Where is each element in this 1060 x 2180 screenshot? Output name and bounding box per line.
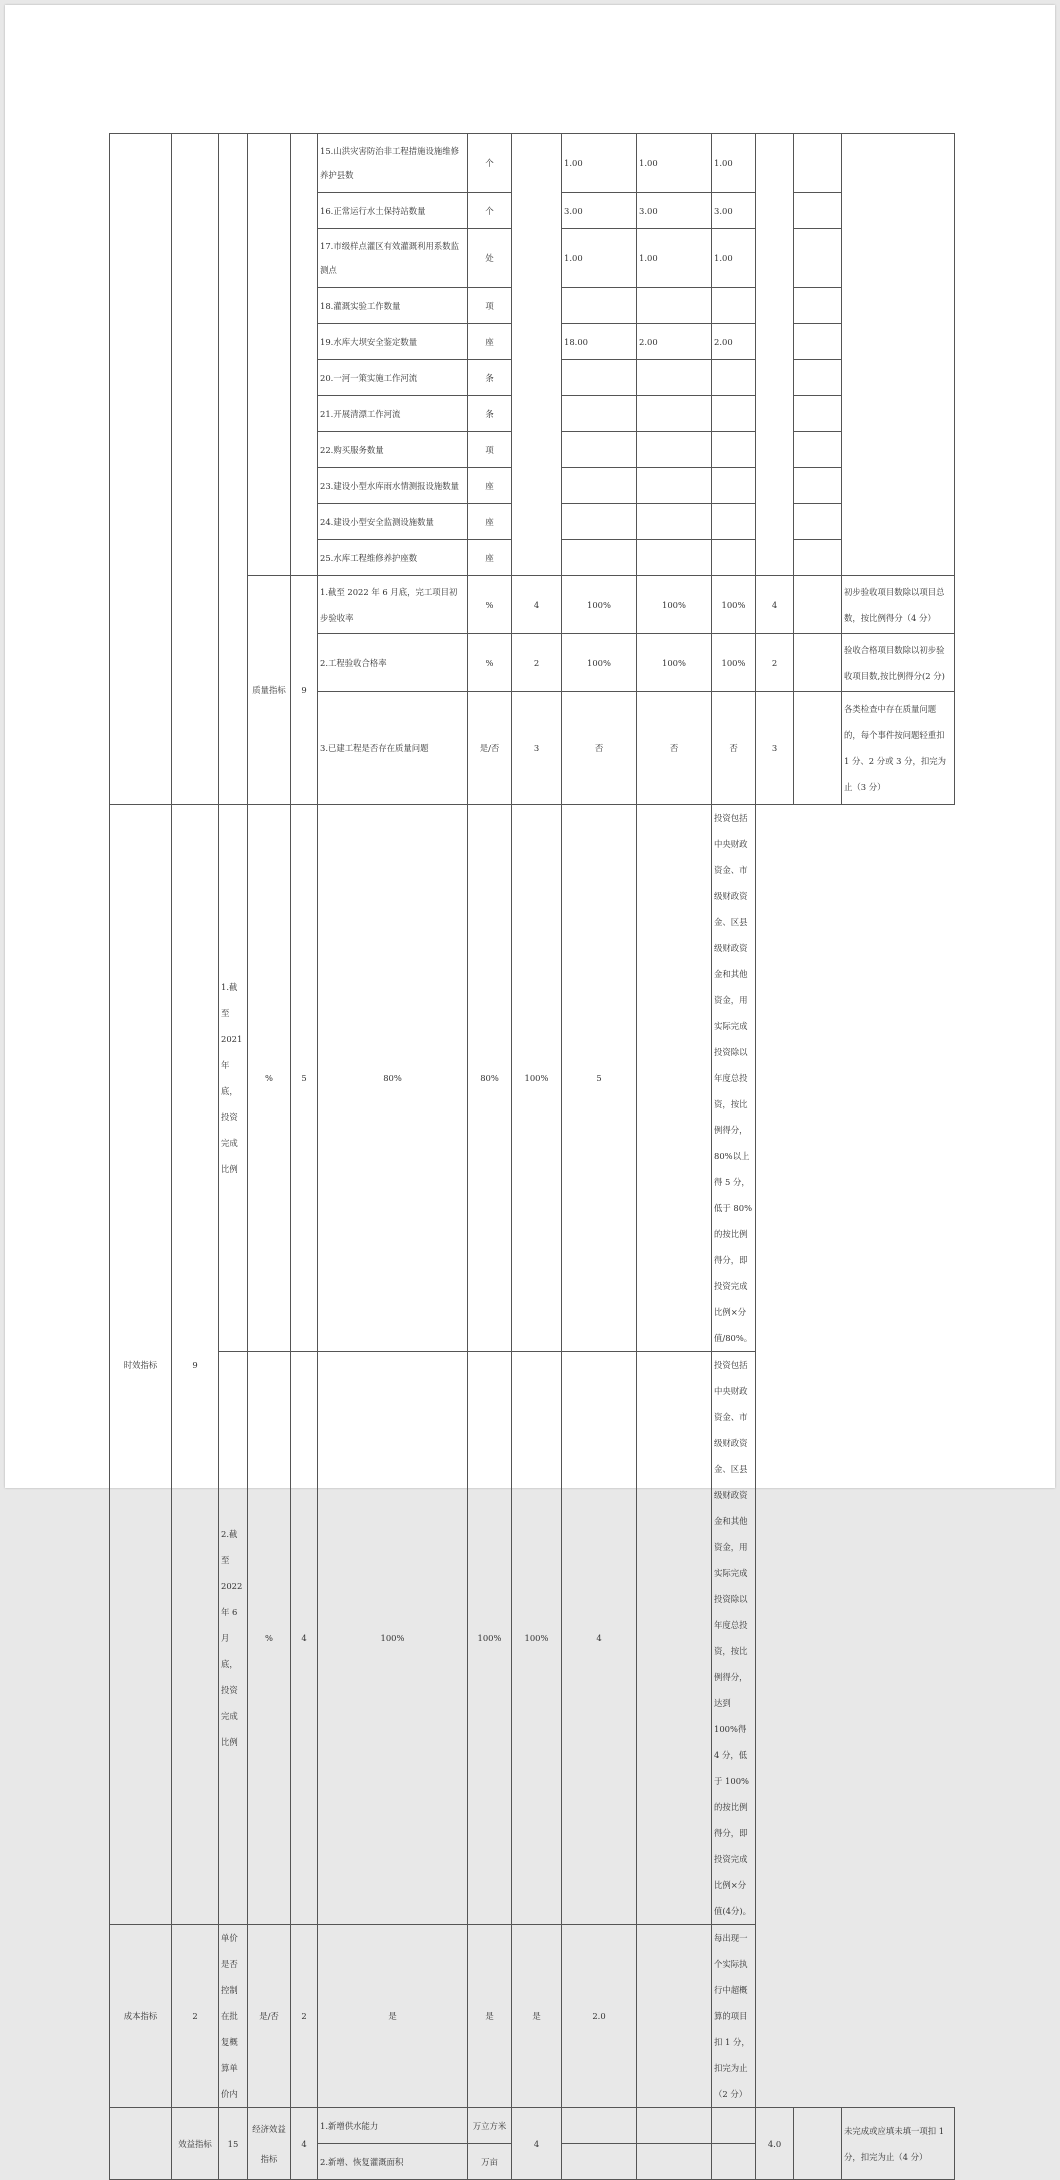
indicator-value-1 (562, 540, 637, 576)
indicator-name: 1.截至 2022 年 6 月底，完工项目初步验收率 (318, 576, 468, 634)
timeliness-label: 时效指标 (110, 805, 172, 1925)
indicator-value-3: 2.00 (712, 324, 756, 360)
indicator-name: 24.建设小型安全监测设施数量 (318, 504, 468, 540)
indicator-value-2 (637, 432, 712, 468)
indicator-unit: 处 (468, 229, 512, 288)
indicator-got: 4 (756, 576, 794, 634)
indicator-remark: 初步验收项目数除以项目总数，按比例得分（4 分） (842, 576, 955, 634)
indicator-note (794, 229, 842, 288)
indicator-value-1: 100% (318, 1352, 468, 1925)
indicator-value-3 (712, 2108, 756, 2144)
indicator-value-1: 80% (318, 805, 468, 1352)
indicator-value-3 (712, 468, 756, 504)
level1-cell (110, 134, 172, 805)
indicator-value-3 (712, 360, 756, 396)
indicator-value-2: 是 (468, 1925, 512, 2108)
timeliness-weight: 9 (172, 805, 219, 1925)
table-row (110, 1925, 955, 2108)
indicator-unit: 座 (468, 540, 512, 576)
quality-label: 质量指标 (248, 576, 291, 805)
indicator-value-2 (637, 504, 712, 540)
indicator-value-3 (712, 504, 756, 540)
indicator-got: 2.0 (562, 1925, 637, 2108)
indicator-name: 2.截至 2022 年 6 月底，投资完成比例 (219, 1352, 248, 1925)
indicator-note (637, 1925, 712, 2108)
indicator-unit: % (468, 634, 512, 692)
indicator-name: 2.新增、恢复灌溉面积 (318, 2144, 468, 2180)
indicator-note (637, 1352, 712, 1925)
table-row (110, 134, 955, 193)
indicator-value-1: 3.00 (562, 193, 637, 229)
quality-weight: 9 (291, 576, 318, 805)
benefit-label: 效益指标 (172, 2108, 219, 2180)
cost-weight: 2 (172, 1925, 219, 2108)
indicator-value-2 (637, 288, 712, 324)
indicator-value-2: 100% (637, 576, 712, 634)
indicator-score: 4 (512, 2108, 562, 2180)
indicator-score: 3 (512, 692, 562, 805)
indicator-value-2: 1.00 (637, 134, 712, 193)
indicator-value-2: 2.00 (637, 324, 712, 360)
indicator-value-3 (712, 2144, 756, 2180)
indicator-note (794, 2108, 842, 2180)
indicator-value-3 (712, 396, 756, 432)
indicator-note (794, 193, 842, 229)
indicator-note (794, 134, 842, 193)
indicator-remark (842, 134, 955, 576)
indicator-name: 16.正常运行水土保持站数量 (318, 193, 468, 229)
indicator-value-2: 80% (468, 805, 512, 1352)
indicator-value-1: 否 (562, 692, 637, 805)
indicator-value-1 (562, 468, 637, 504)
indicator-got: 5 (562, 805, 637, 1352)
indicator-value-3: 100% (712, 576, 756, 634)
level1-name-cell (172, 134, 219, 805)
indicator-unit: 个 (468, 193, 512, 229)
indicator-unit: % (248, 1352, 291, 1925)
indicator-remark: 投资包括中央财政资金、市级财政资金、区县级财政资金和其他资金，用实际完成投资除以年度总投资，按比例得分，达到 100%得 4 分，低于 100%的按比例得分，即投资完成比例×分值(4分)。 (712, 1352, 756, 1925)
indicator-value-3: 100% (712, 634, 756, 692)
indicator-value-1 (562, 2144, 637, 2180)
indicator-value-1 (562, 432, 637, 468)
indicator-value-2 (637, 396, 712, 432)
indicator-note (794, 432, 842, 468)
indicator-value-1: 18.00 (562, 324, 637, 360)
indicator-note (794, 540, 842, 576)
indicator-name: 21.开展清漂工作河流 (318, 396, 468, 432)
table-row (110, 1352, 955, 1925)
indicator-name: 2.工程验收合格率 (318, 634, 468, 692)
document-page (5, 5, 1055, 2167)
indicator-name: 20.一河一策实施工作河流 (318, 360, 468, 396)
benefit-weight: 15 (219, 2108, 248, 2180)
indicator-value-1: 100% (562, 576, 637, 634)
indicator-name: 1.截至 2021 年底，投资完成比例 (219, 805, 248, 1352)
indicator-unit: 条 (468, 396, 512, 432)
indicator-value-2 (637, 360, 712, 396)
indicator-note (794, 576, 842, 634)
indicator-value-3: 100% (512, 1352, 562, 1925)
indicator-value-1 (562, 360, 637, 396)
indicator-value-3: 1.00 (712, 134, 756, 193)
indicator-note (794, 324, 842, 360)
indicator-score: 2 (512, 634, 562, 692)
indicator-score: 2 (291, 1925, 318, 2108)
indicator-note (794, 468, 842, 504)
indicator-value-3: 1.00 (712, 229, 756, 288)
indicator-note (794, 634, 842, 692)
indicator-got: 2 (756, 634, 794, 692)
indicator-value-1 (562, 288, 637, 324)
economic-benefit-label: 经济效益指标 (248, 2108, 291, 2180)
indicator-name: 22.购买服务数量 (318, 432, 468, 468)
indicator-value-2: 100% (637, 634, 712, 692)
indicator-score: 4 (512, 576, 562, 634)
indicator-unit: 项 (468, 288, 512, 324)
indicator-unit: 万立方米 (468, 2108, 512, 2144)
indicator-remark: 投资包括中央财政资金、市级财政资金、区县级财政资金和其他资金，用实际完成投资除以年度总投资，按比例得分，80%以上得 5 分，低于 80%的按比例得分，即投资完成比例×分值/80%。 (712, 805, 756, 1352)
indicator-remark: 未完成或应填未填一项扣 1 分，扣完为止（4 分） (842, 2108, 955, 2180)
indicator-value-2: 1.00 (637, 229, 712, 288)
indicator-name: 25.水库工程维修养护座数 (318, 540, 468, 576)
indicator-name: 单价是否控制在批复概算单价内 (219, 1925, 248, 2108)
indicator-name: 23.建设小型水库雨水情测报设施数量 (318, 468, 468, 504)
indicator-unit: 是/否 (248, 1925, 291, 2108)
cost-label: 成本指标 (110, 1925, 172, 2108)
indicator-unit: 座 (468, 468, 512, 504)
indicator-value-1: 1.00 (562, 134, 637, 193)
indicator-value-3 (712, 288, 756, 324)
indicator-unit: 座 (468, 324, 512, 360)
indicator-name: 15.山洪灾害防治非工程措施设施维修养护县数 (318, 134, 468, 193)
indicator-value-2: 3.00 (637, 193, 712, 229)
indicator-note (794, 692, 842, 805)
indicator-name: 18.灌溉实验工作数量 (318, 288, 468, 324)
indicator-unit: 个 (468, 134, 512, 193)
indicator-value-1: 是 (318, 1925, 468, 2108)
indicator-unit: 是/否 (468, 692, 512, 805)
indicator-got: 4.0 (756, 2108, 794, 2180)
indicator-value-3: 100% (512, 805, 562, 1352)
indicator-unit: 万亩 (468, 2144, 512, 2180)
level2-weight-cell (291, 134, 318, 576)
indicator-value-1 (562, 504, 637, 540)
table-row (110, 2108, 955, 2144)
level0-cell (110, 2108, 172, 2180)
indicator-name: 3.已建工程是否存在质量问题 (318, 692, 468, 805)
indicator-note (637, 805, 712, 1352)
indicator-value-2 (637, 468, 712, 504)
economic-benefit-weight: 4 (291, 2108, 318, 2180)
indicator-note (794, 288, 842, 324)
indicator-note (794, 504, 842, 540)
indicator-value-3: 否 (712, 692, 756, 805)
indicator-score: 5 (291, 805, 318, 1352)
indicator-value-1 (562, 396, 637, 432)
indicator-score: 4 (291, 1352, 318, 1925)
indicator-value-2: 否 (637, 692, 712, 805)
indicator-remark: 各类检查中存在质量问题的，每个事件按问题轻重扣 1 分、2 分或 3 分，扣完为止（3 分） (842, 692, 955, 805)
indicator-remark: 验收合格项目数除以初步验收项目数,按比例得分(2 分) (842, 634, 955, 692)
indicator-got: 3 (756, 692, 794, 805)
indicator-score (512, 134, 562, 576)
level2-name-cell (248, 134, 291, 576)
indicator-value-1: 100% (562, 634, 637, 692)
performance-indicator-table (109, 133, 955, 2180)
indicator-remark: 每出现一个实际执行中超概算的项目扣 1 分，扣完为止（2 分） (712, 1925, 756, 2108)
indicator-name: 19.水库大坝安全鉴定数量 (318, 324, 468, 360)
level1-weight-cell (219, 134, 248, 805)
indicator-name: 1.新增供水能力 (318, 2108, 468, 2144)
indicator-name: 17.市级样点灌区有效灌溉利用系数监测点 (318, 229, 468, 288)
indicator-unit: % (468, 576, 512, 634)
indicator-value-3: 3.00 (712, 193, 756, 229)
indicator-got (756, 134, 794, 576)
indicator-note (794, 396, 842, 432)
indicator-value-2 (637, 2108, 712, 2144)
indicator-value-3 (712, 540, 756, 576)
indicator-unit: 项 (468, 432, 512, 468)
indicator-unit: 座 (468, 504, 512, 540)
indicator-value-2 (637, 540, 712, 576)
indicator-value-1 (562, 2108, 637, 2144)
indicator-value-1: 1.00 (562, 229, 637, 288)
indicator-unit: 条 (468, 360, 512, 396)
indicator-got: 4 (562, 1352, 637, 1925)
indicator-unit: % (248, 805, 291, 1352)
indicator-value-3 (712, 432, 756, 468)
indicator-value-2: 100% (468, 1352, 512, 1925)
indicator-value-2 (637, 2144, 712, 2180)
table-row (110, 805, 955, 1352)
indicator-note (794, 360, 842, 396)
indicator-value-3: 是 (512, 1925, 562, 2108)
